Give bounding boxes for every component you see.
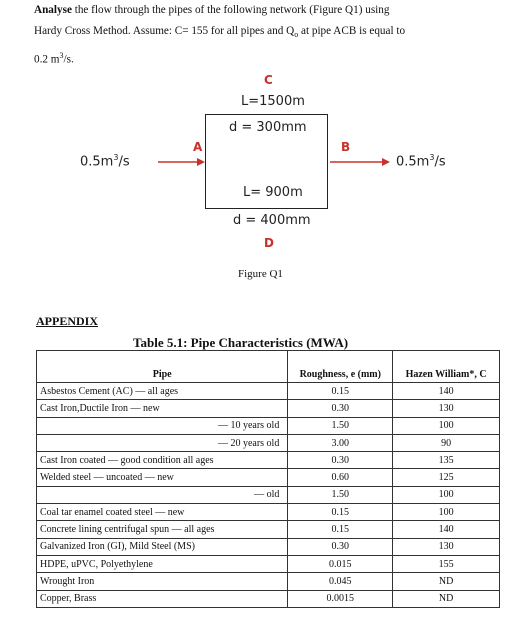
hazen-cell: 140 [393, 383, 500, 400]
bottom-pipe-length: L= 900m [243, 185, 303, 200]
hazen-cell: 155 [393, 555, 500, 572]
header-roughness: Roughness, e (mm) [288, 351, 393, 383]
table-row [37, 521, 500, 538]
top-pipe-length: L=1500m [241, 94, 305, 109]
pipe-name-cell: Copper, Brass [37, 590, 288, 607]
roughness-cell: 0.15 [288, 383, 393, 400]
node-a-label: A [193, 140, 203, 154]
roughness-cell: 0.015 [288, 555, 393, 572]
question-line-1-rest: the flow through the pipes of the following network (Figure Q1) using [71, 4, 390, 16]
pipe-name-cell: — old [37, 486, 288, 503]
table-row [37, 434, 500, 451]
outflow-base: 0.5m [396, 154, 430, 170]
pipe-name-cell: Welded steel — uncoated — new [37, 469, 288, 486]
table-row [37, 452, 500, 469]
outflow-unit: /s [434, 154, 446, 170]
appendix-heading: APPENDIX [36, 314, 98, 328]
table-body [37, 383, 500, 608]
node-d-label: D [264, 236, 274, 250]
roughness-cell: 0.30 [288, 538, 393, 555]
table-row [37, 573, 500, 590]
pipe-name-cell: — 20 years old [37, 434, 288, 451]
pipe-name-cell: Cast Iron,Ductile Iron — new [37, 400, 288, 417]
table-row [37, 590, 500, 607]
hazen-cell: 90 [393, 434, 500, 451]
hazen-cell: ND [393, 573, 500, 590]
top-pipe-diameter: d = 300mm [229, 120, 307, 135]
roughness-cell: 1.50 [288, 417, 393, 434]
hazen-cell: 100 [393, 417, 500, 434]
pipe-name-cell: HDPE, uPVC, Polyethylene [37, 555, 288, 572]
pipe-name-cell: Galvanized Iron (GI), Mild Steel (MS) [37, 538, 288, 555]
question-lead: Analyse [34, 4, 72, 16]
inflow-base: 0.5m [80, 154, 114, 170]
table-row [37, 538, 500, 555]
question-line-3-sup: 3 [59, 51, 64, 61]
roughness-cell: 3.00 [288, 434, 393, 451]
table-header-row [37, 351, 500, 383]
table-row [37, 417, 500, 434]
inflow-sup: 3 [113, 153, 119, 162]
table-row [37, 383, 500, 400]
roughness-cell: 1.50 [288, 486, 393, 503]
question-line-2-text: Hardy Cross Method. Assume: C= 155 for all pipes and Q [34, 25, 295, 37]
pipe-name-cell: — 10 years old [37, 417, 288, 434]
flow-arrows [0, 0, 522, 300]
figure-caption: Figure Q1 [238, 268, 283, 280]
roughness-cell: 0.0015 [288, 590, 393, 607]
roughness-cell: 0.30 [288, 452, 393, 469]
pipe-name-cell: Cast Iron coated — good condition all ages [37, 452, 288, 469]
pipe-name-cell: Asbestos Cement (AC) — all ages [37, 383, 288, 400]
roughness-cell: 0.15 [288, 521, 393, 538]
inflow-unit: /s [118, 154, 130, 170]
roughness-cell: 0.045 [288, 573, 393, 590]
hazen-cell: ND [393, 590, 500, 607]
hazen-cell: 125 [393, 469, 500, 486]
hazen-cell: 135 [393, 452, 500, 469]
table-row [37, 486, 500, 503]
hazen-cell: 130 [393, 538, 500, 555]
table-row [37, 400, 500, 417]
node-c-label: C [264, 73, 273, 87]
pipe-name-cell: Coal tar enamel coated steel — new [37, 504, 288, 521]
roughness-cell: 0.30 [288, 400, 393, 417]
table-row [37, 469, 500, 486]
question-line-2-sub: o [294, 30, 299, 40]
pipe-characteristics-table [36, 350, 500, 608]
inflow-arrow [158, 158, 205, 166]
hazen-cell: 140 [393, 521, 500, 538]
pipe-name-cell: Wrought Iron [37, 573, 288, 590]
header-hazen: Hazen William*, C [393, 351, 500, 383]
question-line-2-end: at pipe ACB is equal to [298, 25, 406, 37]
header-pipe: Pipe [37, 351, 288, 383]
network-diagram [0, 0, 522, 300]
outflow-arrow [330, 158, 390, 166]
hazen-cell: 100 [393, 486, 500, 503]
pipe-name-cell: Concrete lining centrifugal spun — all ages [37, 521, 288, 538]
hazen-cell: 130 [393, 400, 500, 417]
node-b-label: B [341, 140, 351, 154]
outflow-sup: 3 [429, 153, 435, 162]
hazen-cell: 100 [393, 504, 500, 521]
table-row [37, 555, 500, 572]
question-line-3-end: /s. [63, 53, 74, 66]
bottom-pipe-diameter: d = 400mm [233, 213, 311, 228]
table-row [37, 504, 500, 521]
question-line-3-text: 0.2 m [34, 53, 60, 66]
roughness-cell: 0.60 [288, 469, 393, 486]
roughness-cell: 0.15 [288, 504, 393, 521]
table-title: Table 5.1: Pipe Characteristics (MWA) [133, 335, 349, 350]
